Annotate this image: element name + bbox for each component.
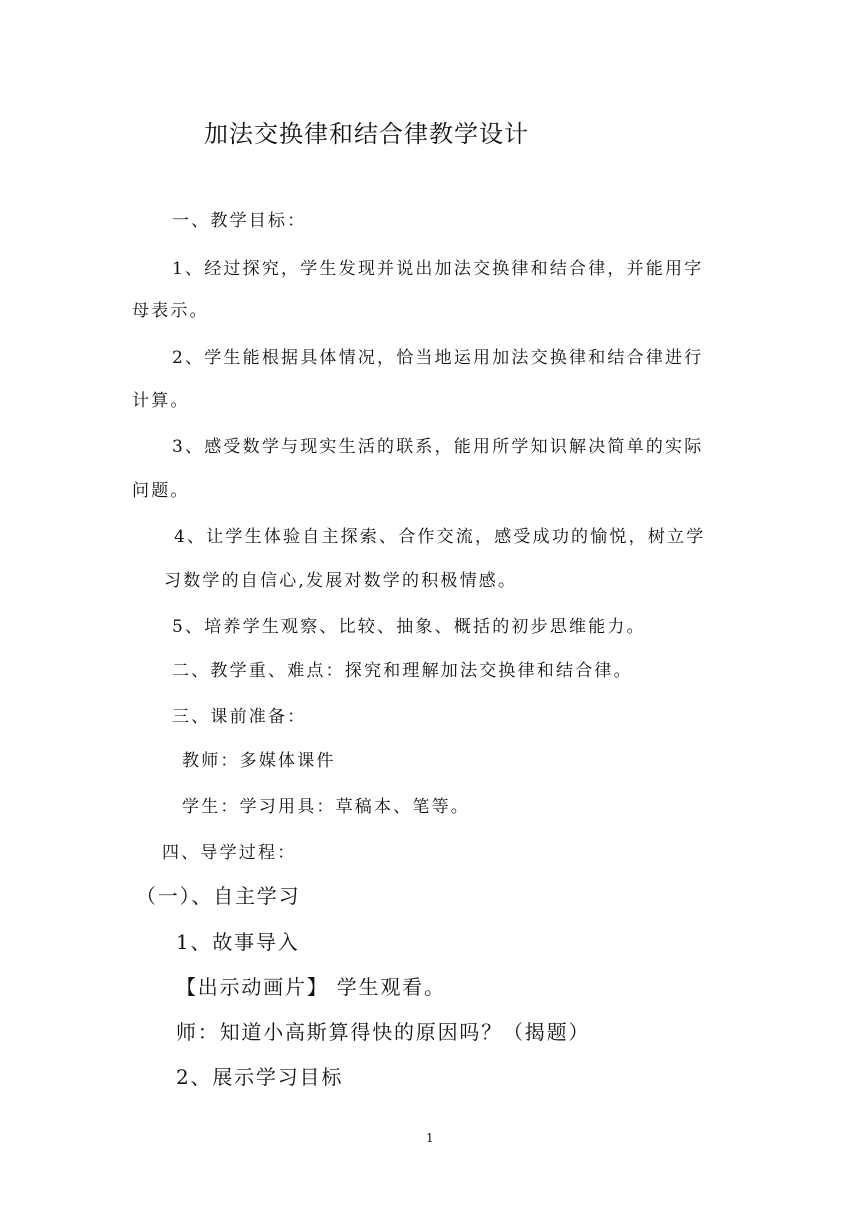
paragraph-line: 问题。 <box>132 481 190 501</box>
paragraph-line: 1、故事导入 <box>176 930 300 954</box>
paragraph-line: 【出示动画片】 学生观看。 <box>176 975 446 999</box>
document-title: 加法交换律和结合律教学设计 <box>204 120 529 148</box>
paragraph-line: 教师：多媒体课件 <box>182 751 336 771</box>
paragraph-line: 习数学的自信心,发展对数学的积极情感。 <box>164 571 518 591</box>
page-number: 1 <box>426 1131 434 1145</box>
paragraph-line: 师：知道小高斯算得快的原因吗？（揭题） <box>176 1020 591 1044</box>
paragraph-line: 计算。 <box>132 391 190 411</box>
paragraph-line: 1、经过探究，学生发现并说出加法交换律和结合律，并能用字 <box>172 259 704 279</box>
paragraph-line: 2、学生能根据具体情况，恰当地运用加法交换律和结合律进行 <box>172 348 704 368</box>
heading-preparation: 三、课前准备： <box>172 707 307 727</box>
paragraph-line: 5、培养学生观察、比较、抽象、概括的初步思维能力。 <box>172 617 646 637</box>
heading-objectives: 一、教学目标： <box>172 211 307 231</box>
heading-key-points: 二、教学重、难点：探究和理解加法交换律和结合律。 <box>172 661 633 681</box>
paragraph-line: 4、让学生体验自主探索、合作交流，感受成功的愉悦，树立学 <box>174 527 706 547</box>
paragraph-line: 学生：学习用具：草稿本、笔等。 <box>182 797 470 817</box>
paragraph-line: 母表示。 <box>132 301 209 321</box>
paragraph-line: 3、感受数学与现实生活的联系，能用所学知识解决简单的实际 <box>172 437 704 457</box>
section-heading: （一）、自主学习 <box>136 884 301 908</box>
paragraph-line: 2、展示学习目标 <box>176 1065 344 1089</box>
heading-process: 四、导学过程： <box>162 843 297 863</box>
